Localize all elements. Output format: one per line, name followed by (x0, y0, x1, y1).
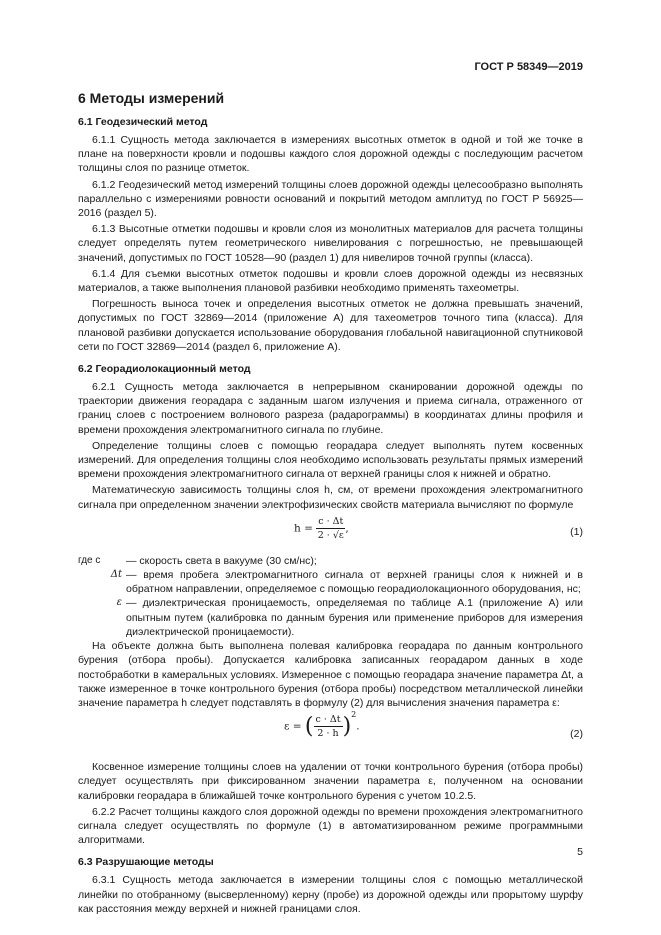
formula-2-numerator: c · Δt (315, 714, 341, 726)
formula-2-lhs: ε = (284, 720, 302, 733)
paragraph: 6.3.1 Сущность метода заключается в измерении толщины слоя с помощью металлической линейки по отобранному (высверленному) керну (пробе) из дорожной одежды или прорытому шурфу как расстояния между верхней и нижней границами слоя. (78, 874, 583, 915)
section-title: 6 Методы измерений (78, 90, 225, 106)
paragraph: 6.1.4 Для съемки высотных отметок подошвы и кровли слоев дорожной одежды из несвязных материалов, а также выполнения плановой разбивки необходимо применять тахеометры. (78, 267, 583, 295)
formula-2-denominator: 2 · h (317, 728, 339, 740)
formula-1-fraction (316, 516, 345, 541)
paragraph: 6.1.2 Геодезический метод измерений толщины слоев дорожной одежды целесообразно выполнять параллельно с измерениями ровности оснований и покрытий методом амплитуд по ГОСТ Р 56925—2016 (раздел 5). (78, 178, 583, 220)
formula-1-lhs: h = (294, 522, 313, 535)
paragraph: 6.2.1 Сущность метода заключается в непрерывном сканировании дорожной одежды по траектории движения георадара с заданным шагом излучения и приема сигнала, отраженного от границ слоев с построением волнового разреза (радарограммы) в координатах длины профиля и времени прохождения электромагнитного сигнала по глубине. (78, 381, 583, 436)
formula-1-expression (294, 516, 349, 541)
paragraph: На объекте должна быть выполнена полевая калибровка георадара по данным контрольного бурения (отбора пробы). Допускается калибровка записанных георадаром данных в ходе постобработки в камеральных условиях. Измеренное с помощью георадара значение параметра Δt, а также измеренное в точке контрольного бурения (отбора пробы) посредством металлической линейки значение параметра h следует подставлять в формулу (2) для вычисления значения параметра ε: (78, 640, 583, 709)
formula-2-open-paren: ( (304, 714, 314, 740)
formula-2-tail: . (356, 720, 360, 733)
standard-header: ГОСТ Р 58349—2019 (474, 61, 583, 73)
formula-2 (78, 710, 583, 756)
definition-symbol: где c (78, 554, 101, 566)
subsection-title-6-2: 6.2 Георадиолокационный метод (78, 363, 251, 376)
definition-symbol: ε (116, 597, 122, 609)
formula-2-number: (2) (570, 728, 583, 741)
variable-definitions (78, 554, 583, 639)
paragraph: Определение толщины слоев с помощью георадара следует выполнять путем косвенных измерений. Для определения толщины слоя необходимо использовать результаты прямых измерений времени прохождения электромагнитного сигнала от верхней границы слоя к нижней и обратно. (78, 439, 583, 481)
paragraph: 6.1.1 Сущность метода заключается в измерениях высотных отметок в одной и той же точке в плане на поверхности кровли и подошвы каждого слоя дорожной одежды с последующим расчетом толщины слоя по разнице отметок. (78, 134, 583, 175)
formula-1-denominator: 2 · √ε (317, 529, 344, 541)
definition-item (78, 568, 583, 596)
definition-symbol: Δt (110, 569, 122, 581)
paragraph: Математическую зависимость толщины слоя h, см, от времени прохождения электромагнитного сигнала при определенном значении электрофизических свойств материала вычисляют по формуле (78, 484, 583, 511)
paragraph: 6.2.2 Расчет толщины каждого слоя дорожной одежды по времени прохождения электромагнитного сигнала следует осуществлять по формуле (1) в автоматизированном режиме программными алгоритмами. (78, 805, 583, 847)
formula-1 (78, 516, 583, 550)
paragraph: 6.1.3 Высотные отметки подошвы и кровли слоя из монолитных материалов для расчета толщины следует определять путем геометрического нивелирования с погрешностью, не превышающей значений, допустимых по ГОСТ 10528—90 (раздел 1) для нивелиров точной группы (класса). (78, 223, 583, 264)
formula-2-close-paren: ) (342, 714, 352, 740)
definition-text: — время пробега электромагнитного сигнала от верхней границы слоя к нижней и в обратном направлении, определяемое с помощью георадиолокационного оборудования, нс; (126, 569, 583, 596)
formula-2-fraction (314, 714, 343, 739)
definition-text: — скорость света в вакууме (30 см/нс); (126, 554, 317, 567)
formula-1-tail: , (345, 522, 349, 535)
formula-1-numerator: c · Δt (318, 515, 344, 527)
page-number: 5 (577, 846, 583, 858)
paragraph: Косвенное измерение толщины слоев на удалении от точки контрольного бурения (отбора пробы) следует осуществлять при фиксированном значении параметра ε, полученном на основании калибровки георадара в ближайшей точке контрольного бурения с учетом 10.2.5. (78, 761, 583, 802)
formula-1-number: (1) (570, 525, 583, 538)
subsection-title-6-3: 6.3 Разрушающие методы (78, 856, 214, 869)
paragraph: Погрешность выноса точек и определения высотных отметок не должна превышать значений, допустимых по ГОСТ 32869—2014 (приложение А) для тахеометров точного типа (класса). Для плановой разбивки допускается использование оборудования глобальной навигационной спутниковой сети по ГОСТ 32869—2014 (раздел 6, приложение А). (78, 298, 583, 353)
definition-item (78, 596, 583, 639)
page-content (78, 89, 583, 918)
definition-text: — диэлектрическая проницаемость, определяемая по таблице А.1 (приложение А) или опытным путем (калибровка по данным бурения или применение приборов для измерения диэлектрической проницаемости). (126, 597, 583, 638)
formula-2-expression (284, 710, 360, 740)
definition-item (78, 554, 583, 568)
subsection-title-6-1: 6.1 Геодезический метод (78, 116, 208, 128)
formula-2-exponent: 2 (351, 710, 357, 720)
